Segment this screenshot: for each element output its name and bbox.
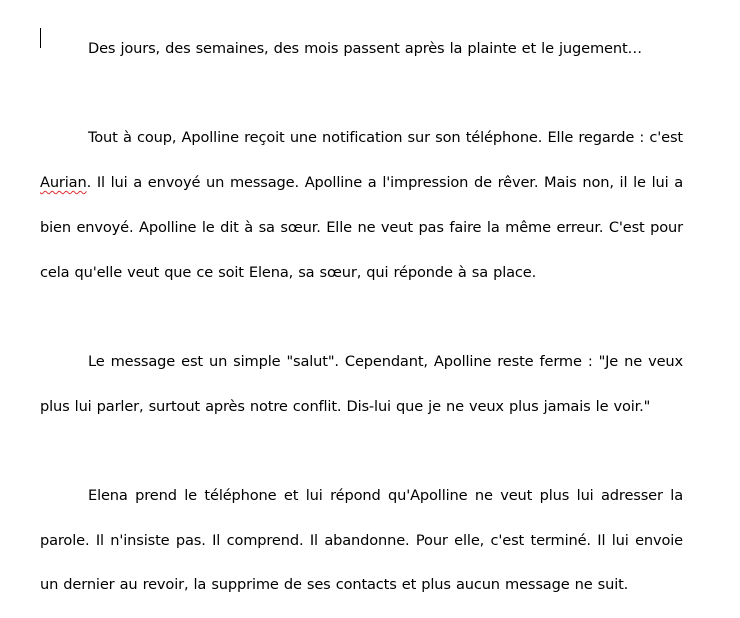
paragraph-1[interactable] (40, 27, 683, 72)
document-body[interactable] (40, 27, 683, 608)
empty-line[interactable] (40, 295, 683, 340)
empty-line[interactable] (40, 72, 683, 117)
paragraph-4-text: Elena prend le téléphone et lui répond qu'Apolline ne veut plus lui adresser la parole. Il n'insiste pas. Il comprend. Il abandonne. Pour elle, c'est terminé. Il lui envoie un dernier au revoir, la supprime de ses contacts et plus aucun message ne suit. (40, 486, 683, 594)
paragraph-3[interactable] (40, 340, 683, 429)
empty-line[interactable] (40, 429, 683, 474)
misspelled-word[interactable]: Aurian (40, 174, 87, 192)
paragraph-2-text-start: Tout à coup, Apolline reçoit une notification sur son téléphone. Elle regarde : c'est (88, 129, 683, 147)
paragraph-3-text: Le message est un simple "salut". Cependant, Apolline reste ferme : "Je ne veux plus lui parler, surtout après notre conflit. Dis-lui que je ne veux plus jamais le voir." (40, 352, 683, 415)
paragraph-4[interactable] (40, 474, 683, 608)
paragraph-1-text: Des jours, des semaines, des mois passent après la plainte et le jugement… (88, 40, 642, 57)
paragraph-2[interactable] (40, 116, 683, 295)
paragraph-2-text-end: . Il lui a envoyé un message. Apolline a l'impression de rêver. Mais non, il le lui a bien envoyé. Apolline le dit à sa sœur. Elle ne veut pas faire la même erreur. C'est pour cela qu'elle veut que ce soit Elena, sa sœur, qui réponde à sa place. (40, 174, 683, 281)
